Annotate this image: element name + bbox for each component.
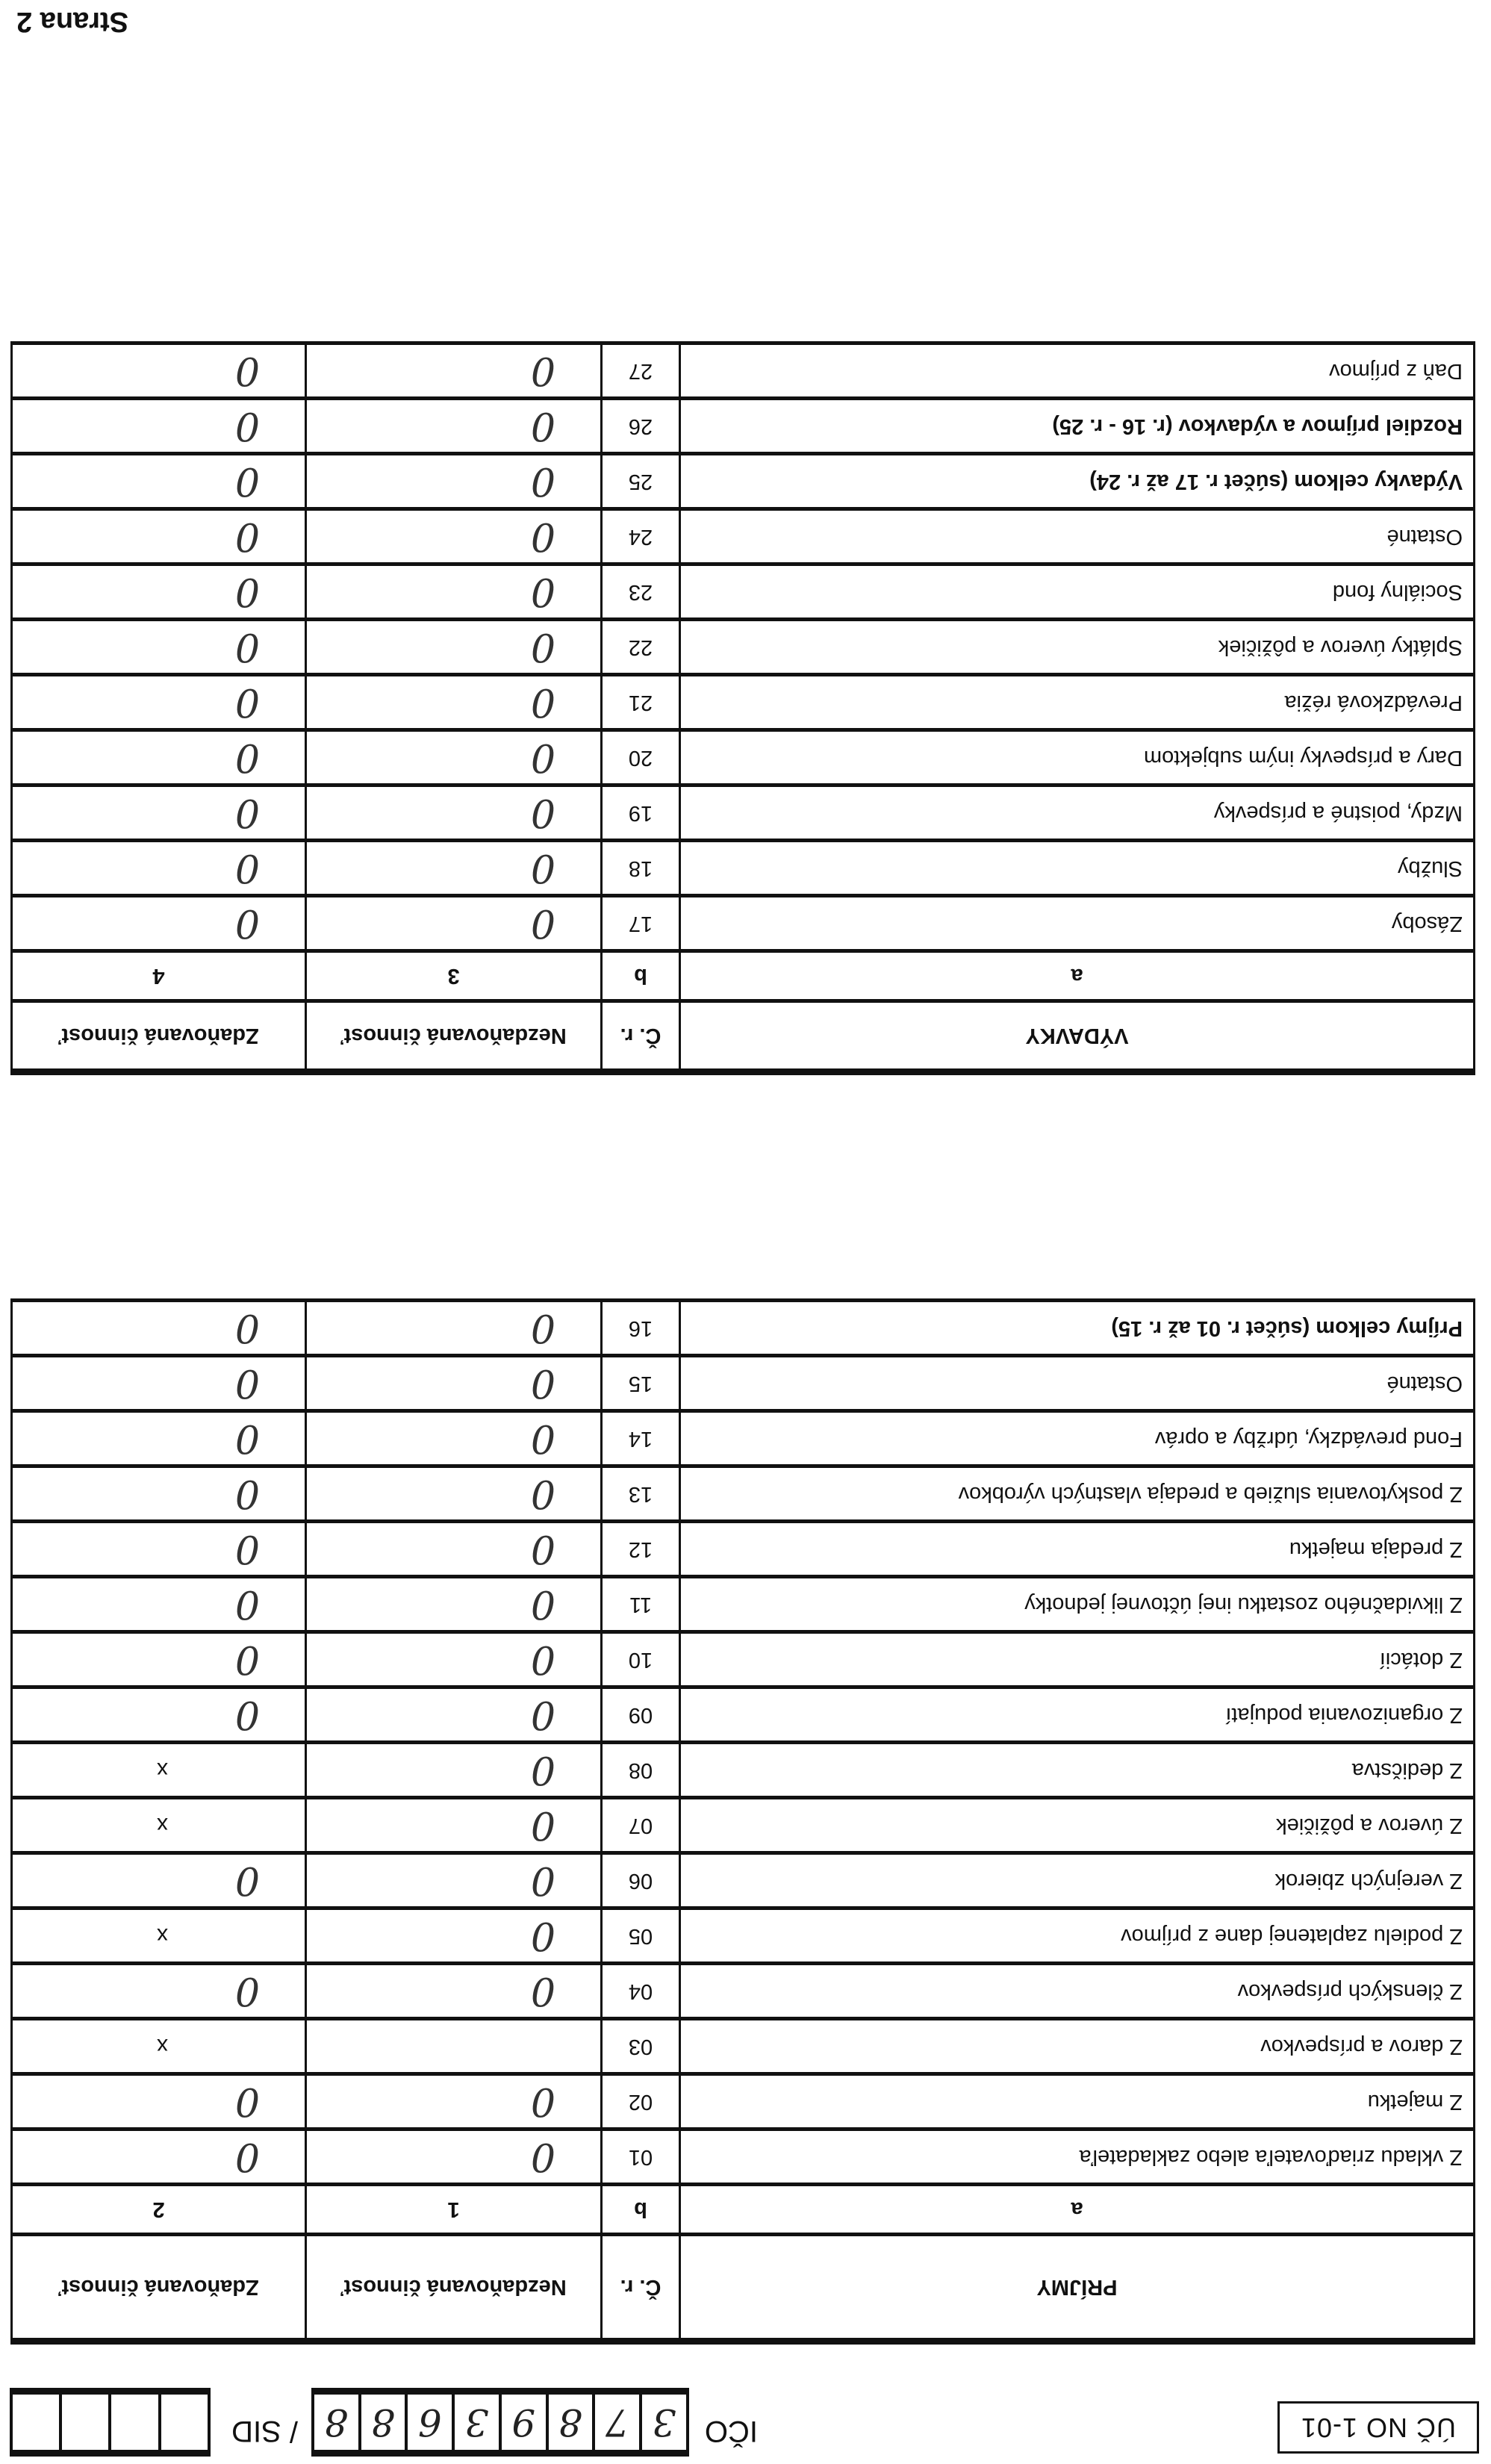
table-row	[12, 343, 1475, 399]
non-taxable-value[interactable]	[306, 2019, 602, 2074]
non-taxable-value[interactable]: 0	[306, 1853, 602, 1908]
table-row	[12, 620, 1475, 675]
row-label: Ostatné	[680, 1356, 1475, 1411]
table-row	[12, 2074, 1475, 2129]
non-taxable-header: Nezdaňovaná činnosť	[306, 1001, 602, 1072]
row-label: Dary a príspevky iným subjektom	[680, 730, 1475, 785]
taxable-value[interactable]: 0	[12, 343, 306, 399]
row-label: Z likvidačného zostatku inej účtovnej jednotky	[680, 1577, 1475, 1632]
row-number: 01	[602, 2129, 680, 2185]
taxable-value[interactable]: 0	[12, 2129, 306, 2185]
non-taxable-value[interactable]: 0	[306, 675, 602, 730]
row-number: 19	[602, 785, 680, 841]
column-index: 4	[12, 951, 306, 1001]
row-label: Rozdiel príjmov a výdavkov (r. 16 - r. 25)	[680, 399, 1475, 454]
taxable-value[interactable]: x	[12, 1798, 306, 1853]
table-row	[12, 564, 1475, 620]
row-label: Z úverov a pôžičiek	[680, 1798, 1475, 1853]
table-row	[12, 1798, 1475, 1853]
row-label: Daň z príjmov	[680, 343, 1475, 399]
row-label: Z dedičstva	[680, 1743, 1475, 1798]
table-row	[12, 1301, 1475, 1356]
row-label: Z členských príspevkov	[680, 1964, 1475, 2019]
ico-label: IČO	[704, 2415, 758, 2448]
row-number: 13	[602, 1466, 680, 1522]
table-row	[12, 1632, 1475, 1687]
sid-digit-box[interactable]	[10, 2395, 59, 2450]
non-taxable-value[interactable]: 0	[306, 1522, 602, 1577]
table-header-row	[12, 1001, 1475, 1072]
taxable-value[interactable]: 0	[12, 1632, 306, 1687]
row-number: 24	[602, 509, 680, 564]
row-label: Príjmy celkom (súčet r. 01 až r. 15)	[680, 1301, 1475, 1356]
non-taxable-value[interactable]: 0	[306, 896, 602, 951]
taxable-value[interactable]: 0	[12, 675, 306, 730]
non-taxable-header: Nezdaňovaná činnosť	[306, 2235, 602, 2342]
ico-digit-box[interactable]: 8	[546, 2395, 593, 2450]
taxable-value[interactable]: 0	[12, 841, 306, 896]
row-number: 08	[602, 1743, 680, 1798]
section-header: VÝDAVKY	[680, 1001, 1475, 1072]
row-number: 20	[602, 730, 680, 785]
row-number: 22	[602, 620, 680, 675]
table-row	[12, 785, 1475, 841]
ico-digit-box[interactable]: 9	[499, 2395, 546, 2450]
taxable-value[interactable]: 0	[12, 1356, 306, 1411]
column-index-row	[12, 2185, 1475, 2235]
row-label: Fond prevádzky, údržby a opráv	[680, 1411, 1475, 1466]
row-number: 07	[602, 1798, 680, 1853]
row-number: 21	[602, 675, 680, 730]
taxable-value[interactable]: 0	[12, 1687, 306, 1743]
table-row	[12, 1853, 1475, 1908]
row-label: Ostatné	[680, 509, 1475, 564]
table-row	[12, 841, 1475, 896]
row-label: Mzdy, poistné a príspevky	[680, 785, 1475, 841]
taxable-value[interactable]: x	[12, 1908, 306, 1964]
table-row	[12, 2129, 1475, 2185]
ico-digit-boxes	[311, 2388, 689, 2457]
row-label: Výdavky celkom (súčet r. 17 až r. 24)	[680, 454, 1475, 509]
taxable-value[interactable]: 0	[12, 399, 306, 454]
non-taxable-value[interactable]: 0	[306, 564, 602, 620]
row-number: 17	[602, 896, 680, 951]
row-label: Zásoby	[680, 896, 1475, 951]
taxable-value[interactable]: 0	[12, 2074, 306, 2129]
row-number: 04	[602, 1964, 680, 2019]
row-label: Z verejných zbierok	[680, 1853, 1475, 1908]
row-label: Z majetku	[680, 2074, 1475, 2129]
taxable-value[interactable]: 0	[12, 1522, 306, 1577]
table-row	[12, 1687, 1475, 1743]
row-label: Z podielu zaplatenej dane z príjmov	[680, 1908, 1475, 1964]
non-taxable-value[interactable]: 0	[306, 454, 602, 509]
ico-digit-box[interactable]: 8	[358, 2395, 405, 2450]
non-taxable-value[interactable]: 0	[306, 1908, 602, 1964]
row-number: 10	[602, 1632, 680, 1687]
taxable-value[interactable]: x	[12, 1743, 306, 1798]
non-taxable-value[interactable]: 0	[306, 1964, 602, 2019]
sid-label: / SID	[231, 2415, 298, 2448]
column-index: a	[680, 951, 1475, 1001]
column-index: a	[680, 2185, 1475, 2235]
row-number: 03	[602, 2019, 680, 2074]
column-index: 3	[306, 951, 602, 1001]
table-row	[12, 2019, 1475, 2074]
table-row	[12, 509, 1475, 564]
row-label: Z vkladu zriaďovateľa alebo zakladateľa	[680, 2129, 1475, 2185]
row-number: 11	[602, 1577, 680, 1632]
table-row	[12, 1577, 1475, 1632]
row-number: 02	[602, 2074, 680, 2129]
sid-digit-box[interactable]	[59, 2395, 108, 2450]
row-number: 18	[602, 841, 680, 896]
non-taxable-value[interactable]: 0	[306, 620, 602, 675]
expenses-table	[10, 341, 1475, 1075]
taxable-value[interactable]: 0	[12, 1577, 306, 1632]
table-row	[12, 896, 1475, 951]
row-label: Z darov a príspevkov	[680, 2019, 1475, 2074]
row-number-header: Č. r.	[602, 1001, 680, 1072]
row-number: 23	[602, 564, 680, 620]
row-number: 25	[602, 454, 680, 509]
non-taxable-value[interactable]: 0	[306, 1356, 602, 1411]
row-number: 09	[602, 1687, 680, 1743]
table-row	[12, 1743, 1475, 1798]
row-label: Z poskytovania služieb a predaja vlastných výrobkov	[680, 1466, 1475, 1522]
non-taxable-value[interactable]: 0	[306, 1577, 602, 1632]
sid-digit-box[interactable]	[109, 2395, 158, 2450]
table-row	[12, 1411, 1475, 1466]
table-row	[12, 1466, 1475, 1522]
row-label: Z organizovania podujatí	[680, 1687, 1475, 1743]
table-row	[12, 1908, 1475, 1964]
non-taxable-value[interactable]: 0	[306, 841, 602, 896]
row-number: 16	[602, 1301, 680, 1356]
taxable-value[interactable]: 0	[12, 564, 306, 620]
non-taxable-value[interactable]: 0	[306, 399, 602, 454]
taxable-value[interactable]: 0	[12, 1301, 306, 1356]
taxable-value[interactable]: 0	[12, 785, 306, 841]
column-index: 1	[306, 2185, 602, 2235]
table-row	[12, 454, 1475, 509]
non-taxable-value[interactable]: 0	[306, 730, 602, 785]
taxable-value[interactable]: 0	[12, 454, 306, 509]
non-taxable-value[interactable]: 0	[306, 1411, 602, 1466]
row-label: Splátky úverov a pôžičiek	[680, 620, 1475, 675]
row-number: 05	[602, 1908, 680, 1964]
row-number-header: Č. r.	[602, 2235, 680, 2342]
ico-digit-box[interactable]: 7	[593, 2395, 640, 2450]
table-row	[12, 1356, 1475, 1411]
row-label: Služby	[680, 841, 1475, 896]
row-number: 14	[602, 1411, 680, 1466]
table-header-row	[12, 2235, 1475, 2342]
ico-digit-box[interactable]: 8	[311, 2395, 358, 2450]
non-taxable-value[interactable]: 0	[306, 1632, 602, 1687]
page-number: Strana 2	[16, 6, 128, 37]
taxable-value[interactable]: 0	[12, 1411, 306, 1466]
row-number: 12	[602, 1522, 680, 1577]
non-taxable-value[interactable]: 0	[306, 1687, 602, 1743]
taxable-value[interactable]: 0	[12, 1964, 306, 2019]
column-index: b	[602, 2185, 680, 2235]
ico-digit-box[interactable]: 3	[639, 2395, 686, 2450]
non-taxable-value[interactable]: 0	[306, 343, 602, 399]
non-taxable-value[interactable]: 0	[306, 509, 602, 564]
row-number: 26	[602, 399, 680, 454]
table-row	[12, 675, 1475, 730]
section-header: PRÍJMY	[680, 2235, 1475, 2342]
taxable-value[interactable]: 0	[12, 1466, 306, 1522]
taxable-value[interactable]: 0	[12, 620, 306, 675]
non-taxable-value[interactable]: 0	[306, 1301, 602, 1356]
non-taxable-value[interactable]: 0	[306, 1466, 602, 1522]
sid-digit-box[interactable]	[158, 2395, 208, 2450]
non-taxable-value[interactable]: 0	[306, 785, 602, 841]
sid-digit-boxes	[10, 2388, 211, 2457]
taxable-header: Zdaňovaná činnosť	[12, 1001, 306, 1072]
ico-digit-box[interactable]: 3	[452, 2395, 499, 2450]
income-table	[10, 1298, 1475, 2345]
taxable-value[interactable]: 0	[12, 509, 306, 564]
taxable-header: Zdaňovaná činnosť	[12, 2235, 306, 2342]
table-row	[12, 1522, 1475, 1577]
row-label: Z dotácií	[680, 1632, 1475, 1687]
row-label: Prevádzková réžia	[680, 675, 1475, 730]
ico-digit-box[interactable]: 6	[405, 2395, 452, 2450]
row-label: Sociálny fond	[680, 564, 1475, 620]
table-row	[12, 399, 1475, 454]
taxable-value[interactable]: x	[12, 2019, 306, 2074]
non-taxable-value[interactable]: 0	[306, 2074, 602, 2129]
row-number: 06	[602, 1853, 680, 1908]
taxable-value[interactable]: 0	[12, 1853, 306, 1908]
taxable-value[interactable]: 0	[12, 730, 306, 785]
table-row	[12, 1964, 1475, 2019]
taxable-value[interactable]: 0	[12, 896, 306, 951]
row-number: 15	[602, 1356, 680, 1411]
row-number: 27	[602, 343, 680, 399]
column-index-row	[12, 951, 1475, 1001]
column-index: 2	[12, 2185, 306, 2235]
non-taxable-value[interactable]: 0	[306, 1798, 602, 1853]
non-taxable-value[interactable]: 0	[306, 1743, 602, 1798]
column-index: b	[602, 951, 680, 1001]
form-code-box: ÚČ NO 1-01	[1277, 2401, 1479, 2454]
table-row	[12, 730, 1475, 785]
row-label: Z predaja majetku	[680, 1522, 1475, 1577]
non-taxable-value[interactable]: 0	[306, 2129, 602, 2185]
